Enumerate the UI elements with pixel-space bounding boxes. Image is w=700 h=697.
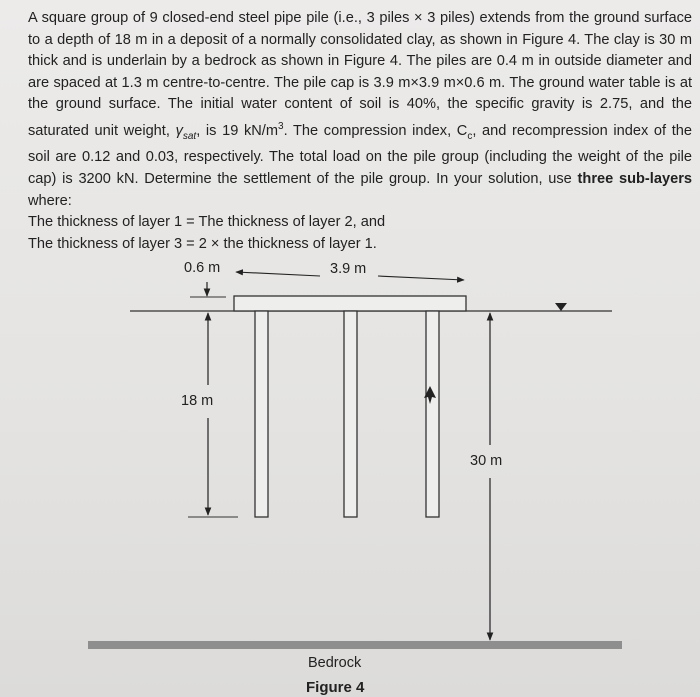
cap-width-arrow-right [378,276,464,280]
bedrock-layer [88,641,622,649]
water-table-icon [555,303,567,311]
pile-center [344,311,357,517]
layer-rule-2: The thickness of layer 3 = 2 × the thickness of layer 1. [28,235,377,252]
compression-index-text: . The compression index, C [283,122,468,139]
paragraph-end: where: [28,192,72,209]
remaining-text: , and recompression index of the soil are 0.12 and 0.03, respectively. The total load on the pile group (including the weight of the pile cap) is 3200 kN. Determine the settlement of the pile group. In your solution, use [28,122,692,187]
intro-text: A square group of 9 closed-end steel pipe pile (i.e., 3 piles × 3 piles) extends from the ground surface to a depth of 18 m in a deposit of a normally consolidated clay, as shown in Figure 4. The clay is 30 m thick and is underlain by a bedrock as shown in Figure 4. The piles are 0.4 m in outside diameter and are spaced at 1.3 m centre-to-centre. The pile cap is 3.9 m×3.9 m×0.6 m. The ground water table is at the ground surface. The initial water content of soil is 40%, the specific gravity is 2.75, and the saturated unit weight, [28,10,692,139]
bold-phrase: three sub-layers [577,170,692,187]
gamma-subscript: sat [182,130,197,142]
cc-subscript: c [467,130,473,142]
layer-rule-1: The thickness of layer 1 = The thickness of layer 2, and [28,214,386,231]
pile-left [255,311,268,517]
cap-thickness-label: 0.6 m [184,260,221,276]
cap-width-label: 3.9 m [330,261,367,277]
gamma-symbol: $\gamma_{sat}$ [175,122,197,142]
pile-right [426,311,439,517]
unit-superscript: 3 [278,120,284,132]
pile-cap [234,296,466,311]
figure-caption: Figure 4 [306,679,365,696]
clay-thickness-label: 30 m [470,453,503,469]
unit-weight-text: , is 19 kN/m [196,122,279,139]
pile-depth-label: 18 m [181,393,214,409]
bedrock-label: Bedrock [308,655,362,671]
cap-width-arrow-left [236,272,320,276]
